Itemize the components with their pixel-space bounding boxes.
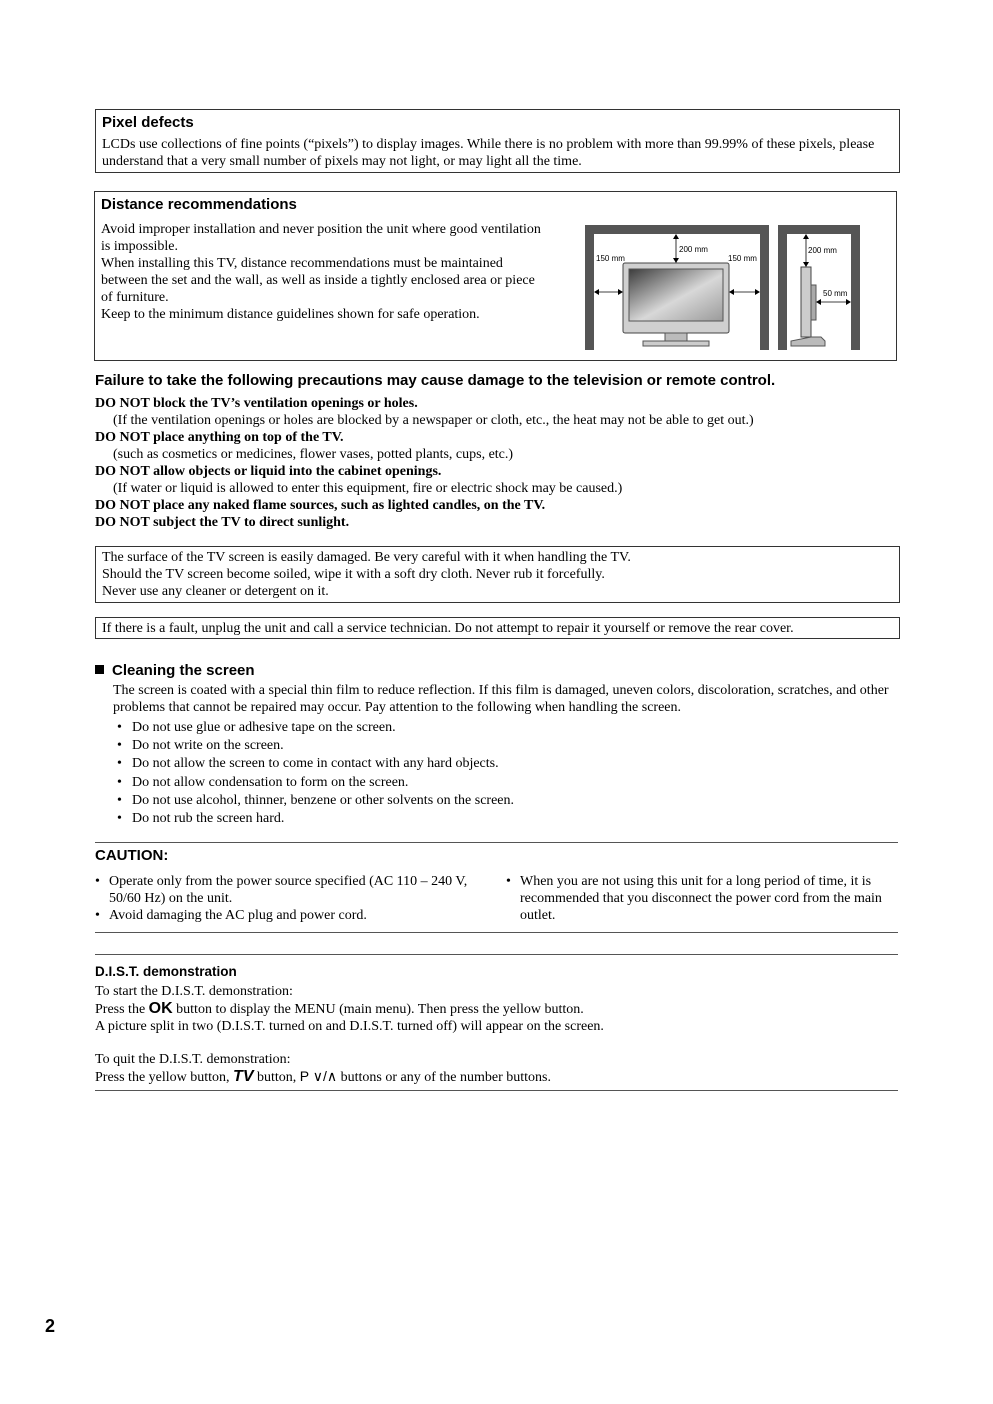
precautions-title: Failure to take the following precautions may cause damage to the television or remote control. xyxy=(95,372,776,389)
pixel-defects-text: LCDs use collections of fine points (“pixels”) to display images. While there is no problem with more than 99.99% of these pixels, please understand that a very small number of pixels may not light, or may light all the time. xyxy=(102,137,875,169)
list-item: • Do not write on the screen. xyxy=(113,737,898,755)
precaution-note: (such as cosmetics or medicines, flower vases, potted plants, cups, etc.) xyxy=(113,447,514,462)
distance-title: Distance recommendations xyxy=(101,196,297,213)
dist-start-instruction xyxy=(95,1000,898,1018)
divider xyxy=(95,932,898,933)
cleaning-list xyxy=(113,719,898,828)
instruction-text: button, xyxy=(257,1070,297,1085)
notice-line: Never use any cleaner or detergent on it. xyxy=(102,584,329,599)
p-button-label: P ∨/∧ xyxy=(299,1068,338,1084)
caution-list-right xyxy=(506,873,898,924)
precaution-item: DO NOT place anything on top of the TV. xyxy=(95,430,344,445)
list-item: • Operate only from the power source specified (AC 110 – 240 V, 50/60 Hz) on the unit. xyxy=(95,873,490,907)
square-bullet-icon xyxy=(95,665,104,674)
distance-recommendations-box xyxy=(94,191,897,361)
dist-quit-label: To quit the D.I.S.T. demonstration: xyxy=(95,1052,291,1067)
dist-demo-title: D.I.S.T. demonstration xyxy=(95,964,237,979)
cleaning-section-title xyxy=(95,662,255,680)
caution-title: CAUTION: xyxy=(95,847,169,864)
left-clearance-label: 150 mm xyxy=(596,254,625,263)
distance-line: Avoid improper installation and never position the unit where good ventilation is impossible. xyxy=(101,222,541,254)
tv-stand xyxy=(665,333,687,341)
cleaning-section xyxy=(113,682,898,828)
instruction-text: button to display the MENU (main menu). Then press the yellow button. xyxy=(176,1002,584,1017)
instruction-text: buttons or any of the number buttons. xyxy=(340,1070,552,1085)
dist-start-label: To start the D.I.S.T. demonstration: xyxy=(95,984,293,999)
precaution-item: DO NOT allow objects or liquid into the cabinet openings. xyxy=(95,464,442,479)
tv-screen xyxy=(629,269,723,321)
top-clearance-label: 200 mm xyxy=(679,245,708,254)
precautions-list xyxy=(95,395,900,531)
list-item: • Do not allow the screen to come in contact with any hard objects. xyxy=(113,755,898,773)
fault-notice xyxy=(95,617,900,639)
precaution-note: (If the ventilation openings or holes are blocked by a newspaper or cloth, etc., the heat may not be able to get out.) xyxy=(113,413,754,428)
precaution-note: (If water or liquid is allowed to enter this equipment, fire or electric shock may be caused.) xyxy=(113,481,623,496)
precaution-item: DO NOT subject the TV to direct sunlight. xyxy=(95,515,350,530)
precaution-item: DO NOT place any naked flame sources, such as lighted candles, on the TV. xyxy=(95,498,546,513)
side-wall-left xyxy=(778,225,787,350)
precaution-item: DO NOT block the TV’s ventilation openings or holes. xyxy=(95,396,418,411)
side-wall-right xyxy=(851,225,860,350)
distance-text xyxy=(101,221,541,323)
ok-button-label: OK xyxy=(148,1000,173,1017)
notice-line: The surface of the TV screen is easily damaged. Be very careful with it when handling the TV. xyxy=(102,550,631,565)
divider xyxy=(95,1090,898,1091)
dist-split-line: A picture split in two (D.I.S.T. turned on and D.I.S.T. turned off) will appear on the screen. xyxy=(95,1019,604,1034)
list-item: • When you are not using this unit for a long period of time, it is recommended that you disconnect the power cord from the main outlet. xyxy=(506,873,898,924)
caution-list-left xyxy=(95,873,490,924)
distance-line: When installing this TV, distance recommendations must be maintained between the set and the wall, as well as inside a tightly enclosed area or piece of furniture. xyxy=(101,256,535,305)
divider xyxy=(95,842,898,843)
list-item: • Do not use glue or adhesive tape on the screen. xyxy=(113,719,898,737)
fault-notice-text: If there is a fault, unplug the unit and call a service technician. Do not attempt to repair it yourself or remove the rear cover. xyxy=(102,621,794,636)
side-back-clearance-label: 50 mm xyxy=(823,289,848,298)
list-item: • Do not rub the screen hard. xyxy=(113,810,898,828)
tv-button-label: TV xyxy=(233,1068,254,1085)
list-item: • Avoid damaging the AC plug and power cord. xyxy=(95,907,490,924)
pixel-defects-title: Pixel defects xyxy=(102,114,194,131)
cleaning-title-text: Cleaning the screen xyxy=(112,662,255,679)
tv-side xyxy=(801,267,811,337)
cleaning-intro: The screen is coated with a special thin film to reduce reflection. If this film is damaged, uneven colors, discoloration, scratches, and other problems that cannot be repaired may occur. Pay attention to the following when handling the screen. xyxy=(113,683,889,715)
distance-line: Keep to the minimum distance guidelines shown for safe operation. xyxy=(101,307,480,322)
page-number: 2 xyxy=(45,1316,56,1336)
pixel-defects-box xyxy=(95,109,900,173)
right-clearance-label: 150 mm xyxy=(728,254,757,263)
instruction-text: Press the yellow button, xyxy=(95,1070,230,1085)
notice-line: Should the TV screen become soiled, wipe it with a soft dry cloth. Never rub it forcefully. xyxy=(102,567,605,582)
tv-base xyxy=(643,341,709,346)
dist-demonstration-section xyxy=(95,963,898,1086)
front-wall-left xyxy=(585,225,594,350)
front-wall-right xyxy=(760,225,769,350)
instruction-text: Press the xyxy=(95,1002,146,1017)
screen-surface-notice xyxy=(95,546,900,603)
dist-quit-instruction xyxy=(95,1068,898,1086)
side-top-clearance-label: 200 mm xyxy=(808,246,837,255)
installation-clearance-diagram xyxy=(585,225,875,350)
list-item: • Do not allow condensation to form on the screen. xyxy=(113,774,898,792)
divider xyxy=(95,954,898,955)
list-item: • Do not use alcohol, thinner, benzene or other solvents on the screen. xyxy=(113,792,898,810)
front-wall-top xyxy=(585,225,769,234)
side-wall-top xyxy=(778,225,860,234)
